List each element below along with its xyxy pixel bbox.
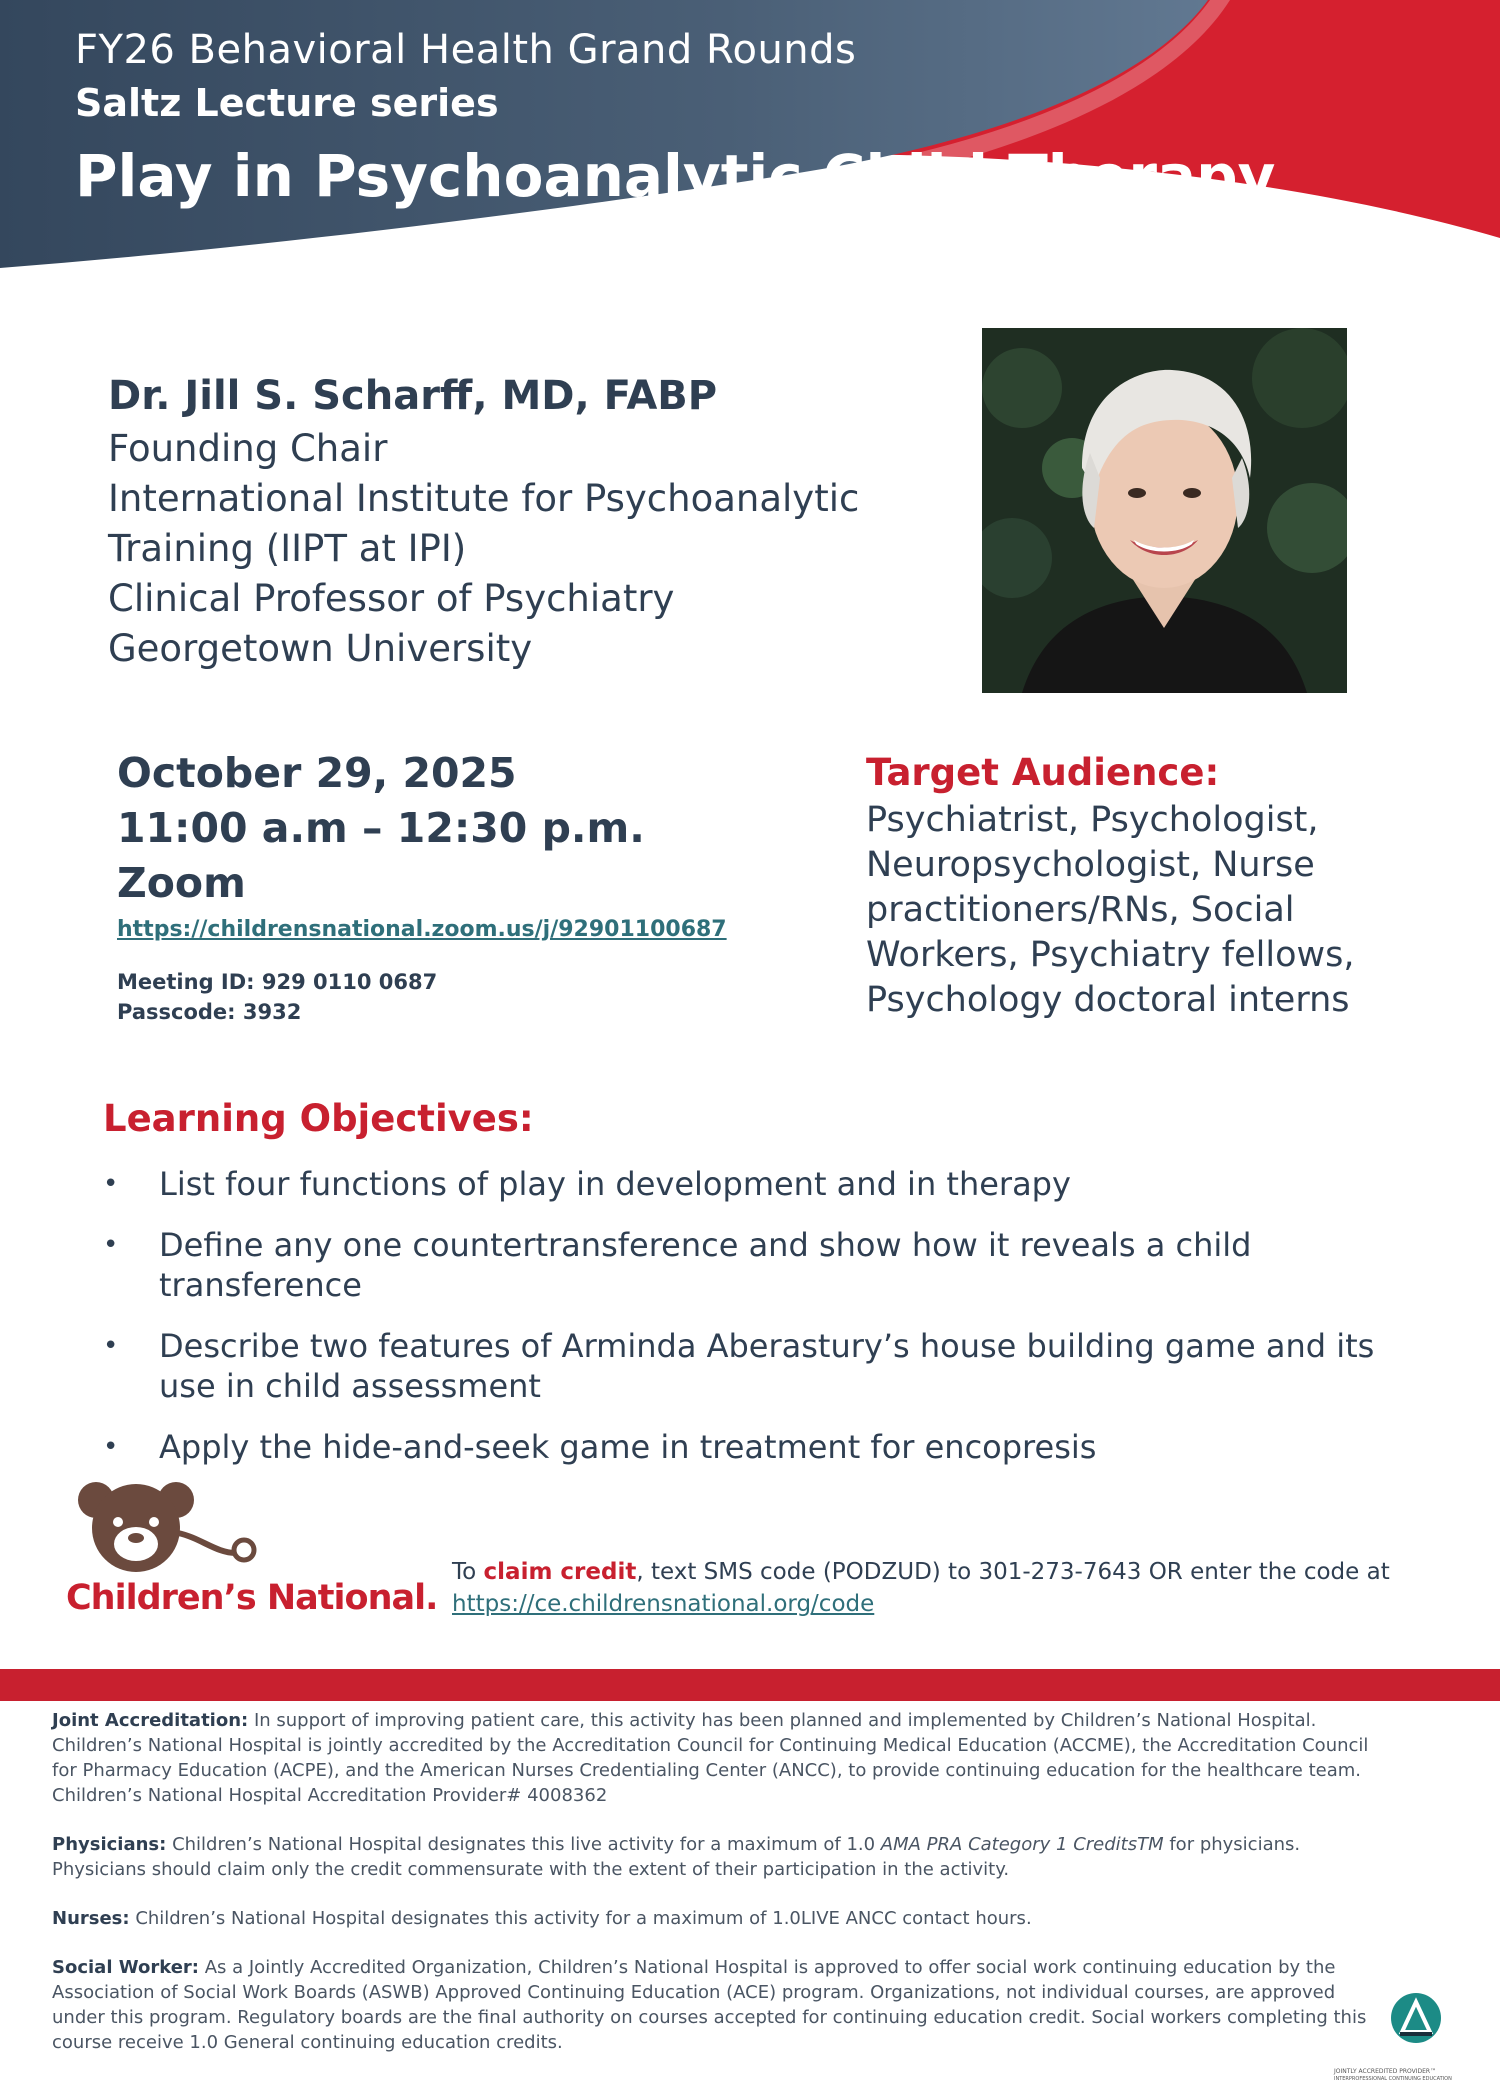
footer-text: Children’s National Hospital designates this activity for a maximum of 1.0LIVE ANCC contact hours. (129, 1908, 1032, 1929)
objective-text: List four functions of play in development and in therapy (159, 1165, 1071, 1203)
list-item (103, 1164, 1403, 1204)
footer-text: for physicians. Physicians should claim only the credit commensurate with the extent of their participation in the activity. (52, 1834, 1301, 1880)
claim-link[interactable]: https://ce.childrensnational.org/code (452, 1591, 875, 1617)
objective-text: Define any one countertransference and show how it reveals a child transference (159, 1226, 1252, 1304)
footer-label: Nurses: (52, 1908, 130, 1929)
footer-text: Children’s National Hospital designates this live activity for a maximum of 1.0 (166, 1834, 881, 1855)
footer-label: Joint Accreditation: (52, 1710, 249, 1731)
target-audience-text: Psychiatrist, Psychologist, Neuropsychologist, Nurse practitioners/RNs, Social Workers, Psychiatry fellows, Psychology doctoral interns (866, 800, 1355, 1020)
childrens-national-logo (66, 1478, 438, 1618)
claim-credit (452, 1556, 1390, 1620)
claim-prefix: To (452, 1559, 484, 1585)
speaker-name: Dr. Jill S. Scharff, MD, FABP (108, 373, 718, 419)
zoom-link[interactable]: https://childrensnational.zoom.us/j/92901100687 (117, 917, 727, 942)
speaker-title-line: Clinical Professor of Psychiatry (108, 577, 675, 620)
footer-text: As a Jointly Accredited Organization, Children’s National Hospital is approved to offer social work continuing education by the Association of Social Work Boards (ASWB) Approved Continuing Education (ACE) program. Organizations, not individual courses, are approved under this program. Regulatory boards are the final authority on courses accepted for continuing education credit. Social workers completing this course receive 1.0 General continuing education credits. (52, 1957, 1367, 2053)
logo-text: Children’s National. (66, 1578, 438, 1618)
meeting-id: Meeting ID: 929 0110 0687 (117, 970, 438, 994)
bear-icon (66, 1478, 276, 1578)
event-time: 11:00 a.m – 12:30 p.m. (117, 804, 645, 852)
speaker-title-line: Training (IIPT at IPI) (108, 527, 467, 570)
bullet-icon: • (103, 1230, 119, 1260)
header-text (75, 22, 1275, 216)
nurses-credit (52, 1906, 1382, 1931)
joint-accreditation (52, 1708, 1382, 1808)
passcode: Passcode: 3932 (117, 1000, 302, 1024)
physicians-credit (52, 1832, 1382, 1882)
list-item (103, 1326, 1403, 1406)
footer-label: Physicians: (52, 1834, 167, 1855)
speaker-title-line: Georgetown University (108, 627, 533, 670)
target-audience-title: Target Audience: (866, 751, 1220, 794)
speaker-title-line: International Institute for Psychoanalytic (108, 477, 860, 520)
claim-suffix: , text SMS code (PODZUD) to 301-273-7643 OR enter the code at (636, 1559, 1390, 1585)
claim-highlight: claim credit (483, 1559, 637, 1585)
list-item (103, 1225, 1403, 1305)
social-worker-credit (52, 1955, 1382, 2055)
footer-label: Social Worker: (52, 1957, 199, 1978)
accreditation-footer (52, 1708, 1382, 2079)
footer-italic: AMA PRA Category 1 CreditsTM (880, 1834, 1164, 1855)
objective-text: Apply the hide-and-seek game in treatment for encopresis (159, 1428, 1097, 1466)
badge-line2: INTERPROFESSIONAL CONTINUING EDUCATION (1334, 2076, 1452, 2082)
event-details (117, 746, 727, 1027)
bullet-icon: • (103, 1331, 119, 1361)
divider-band (0, 1669, 1500, 1701)
learning-objectives (103, 1094, 1403, 1488)
bullet-icon: • (103, 1169, 119, 1199)
bullet-icon: • (103, 1432, 119, 1462)
badge-line1: JOINTLY ACCREDITED PROVIDER™ (1334, 2068, 1437, 2075)
series-title: FY26 Behavioral Health Grand Rounds (75, 27, 857, 73)
lecture-series: Saltz Lecture series (75, 81, 499, 125)
event-date: October 29, 2025 (117, 749, 517, 797)
speaker-title-line: Founding Chair (108, 427, 388, 470)
page-title: Play in Psychoanalytic Child Therapy (75, 142, 1276, 210)
target-audience (866, 748, 1426, 1023)
speaker-info (108, 368, 859, 674)
footer-text: In support of improving patient care, this activity has been planned and implemented by Children’s National Hospital. Children’s National Hospital is jointly accredited by the Accreditation Council for Continuing Medical Education (ACCME), the Accreditation Council for Pharmacy Education (ACPE), and the American Nurses Credentialing Center (ANCC), to provide continuing education for the healthcare team. Children’s National Hospital Accreditation Provider# 4008362 (52, 1710, 1369, 1806)
speaker-photo (982, 328, 1347, 693)
jointly-accredited-badge-icon (1338, 1990, 1458, 2080)
objectives-title: Learning Objectives: (103, 1097, 534, 1140)
objectives-list (103, 1164, 1403, 1467)
list-item (103, 1427, 1403, 1467)
objective-text: Describe two features of Arminda Aberastury’s house building game and its use in child assessment (159, 1327, 1375, 1405)
event-platform: Zoom (117, 859, 246, 907)
